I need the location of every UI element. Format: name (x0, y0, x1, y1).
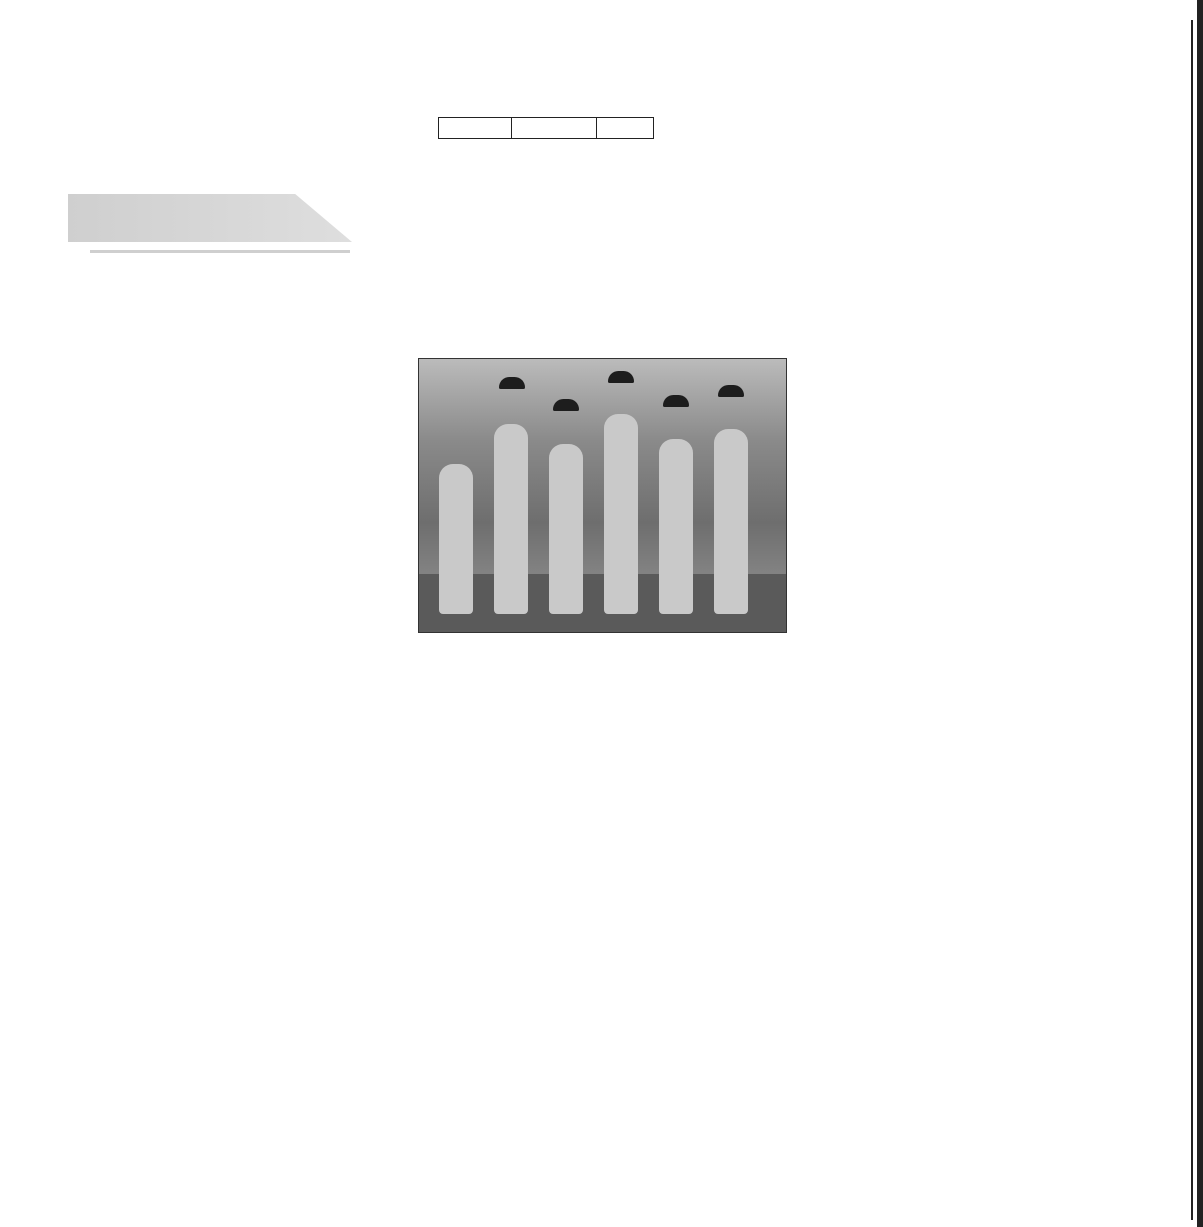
photo-figure (439, 464, 473, 614)
photo-figure (494, 424, 528, 614)
photo-cap (718, 385, 744, 397)
photo-figure (714, 429, 748, 614)
photo-figure (604, 414, 638, 614)
section-underline (90, 250, 350, 253)
photo-cap (553, 399, 579, 411)
photo-cap (608, 371, 634, 383)
photo-cap (499, 377, 525, 389)
photo-figure (549, 444, 583, 614)
table-cell (439, 118, 512, 139)
page-edge-line (1191, 20, 1193, 1220)
table-cell (597, 118, 654, 139)
photo-cap (663, 395, 689, 407)
preposition-table (438, 117, 654, 139)
cadets-marching-photo (418, 358, 787, 633)
photo-figure (659, 439, 693, 614)
section-tag (68, 194, 352, 242)
page-edge-bar (1197, 0, 1203, 1227)
table-cell (512, 118, 597, 139)
